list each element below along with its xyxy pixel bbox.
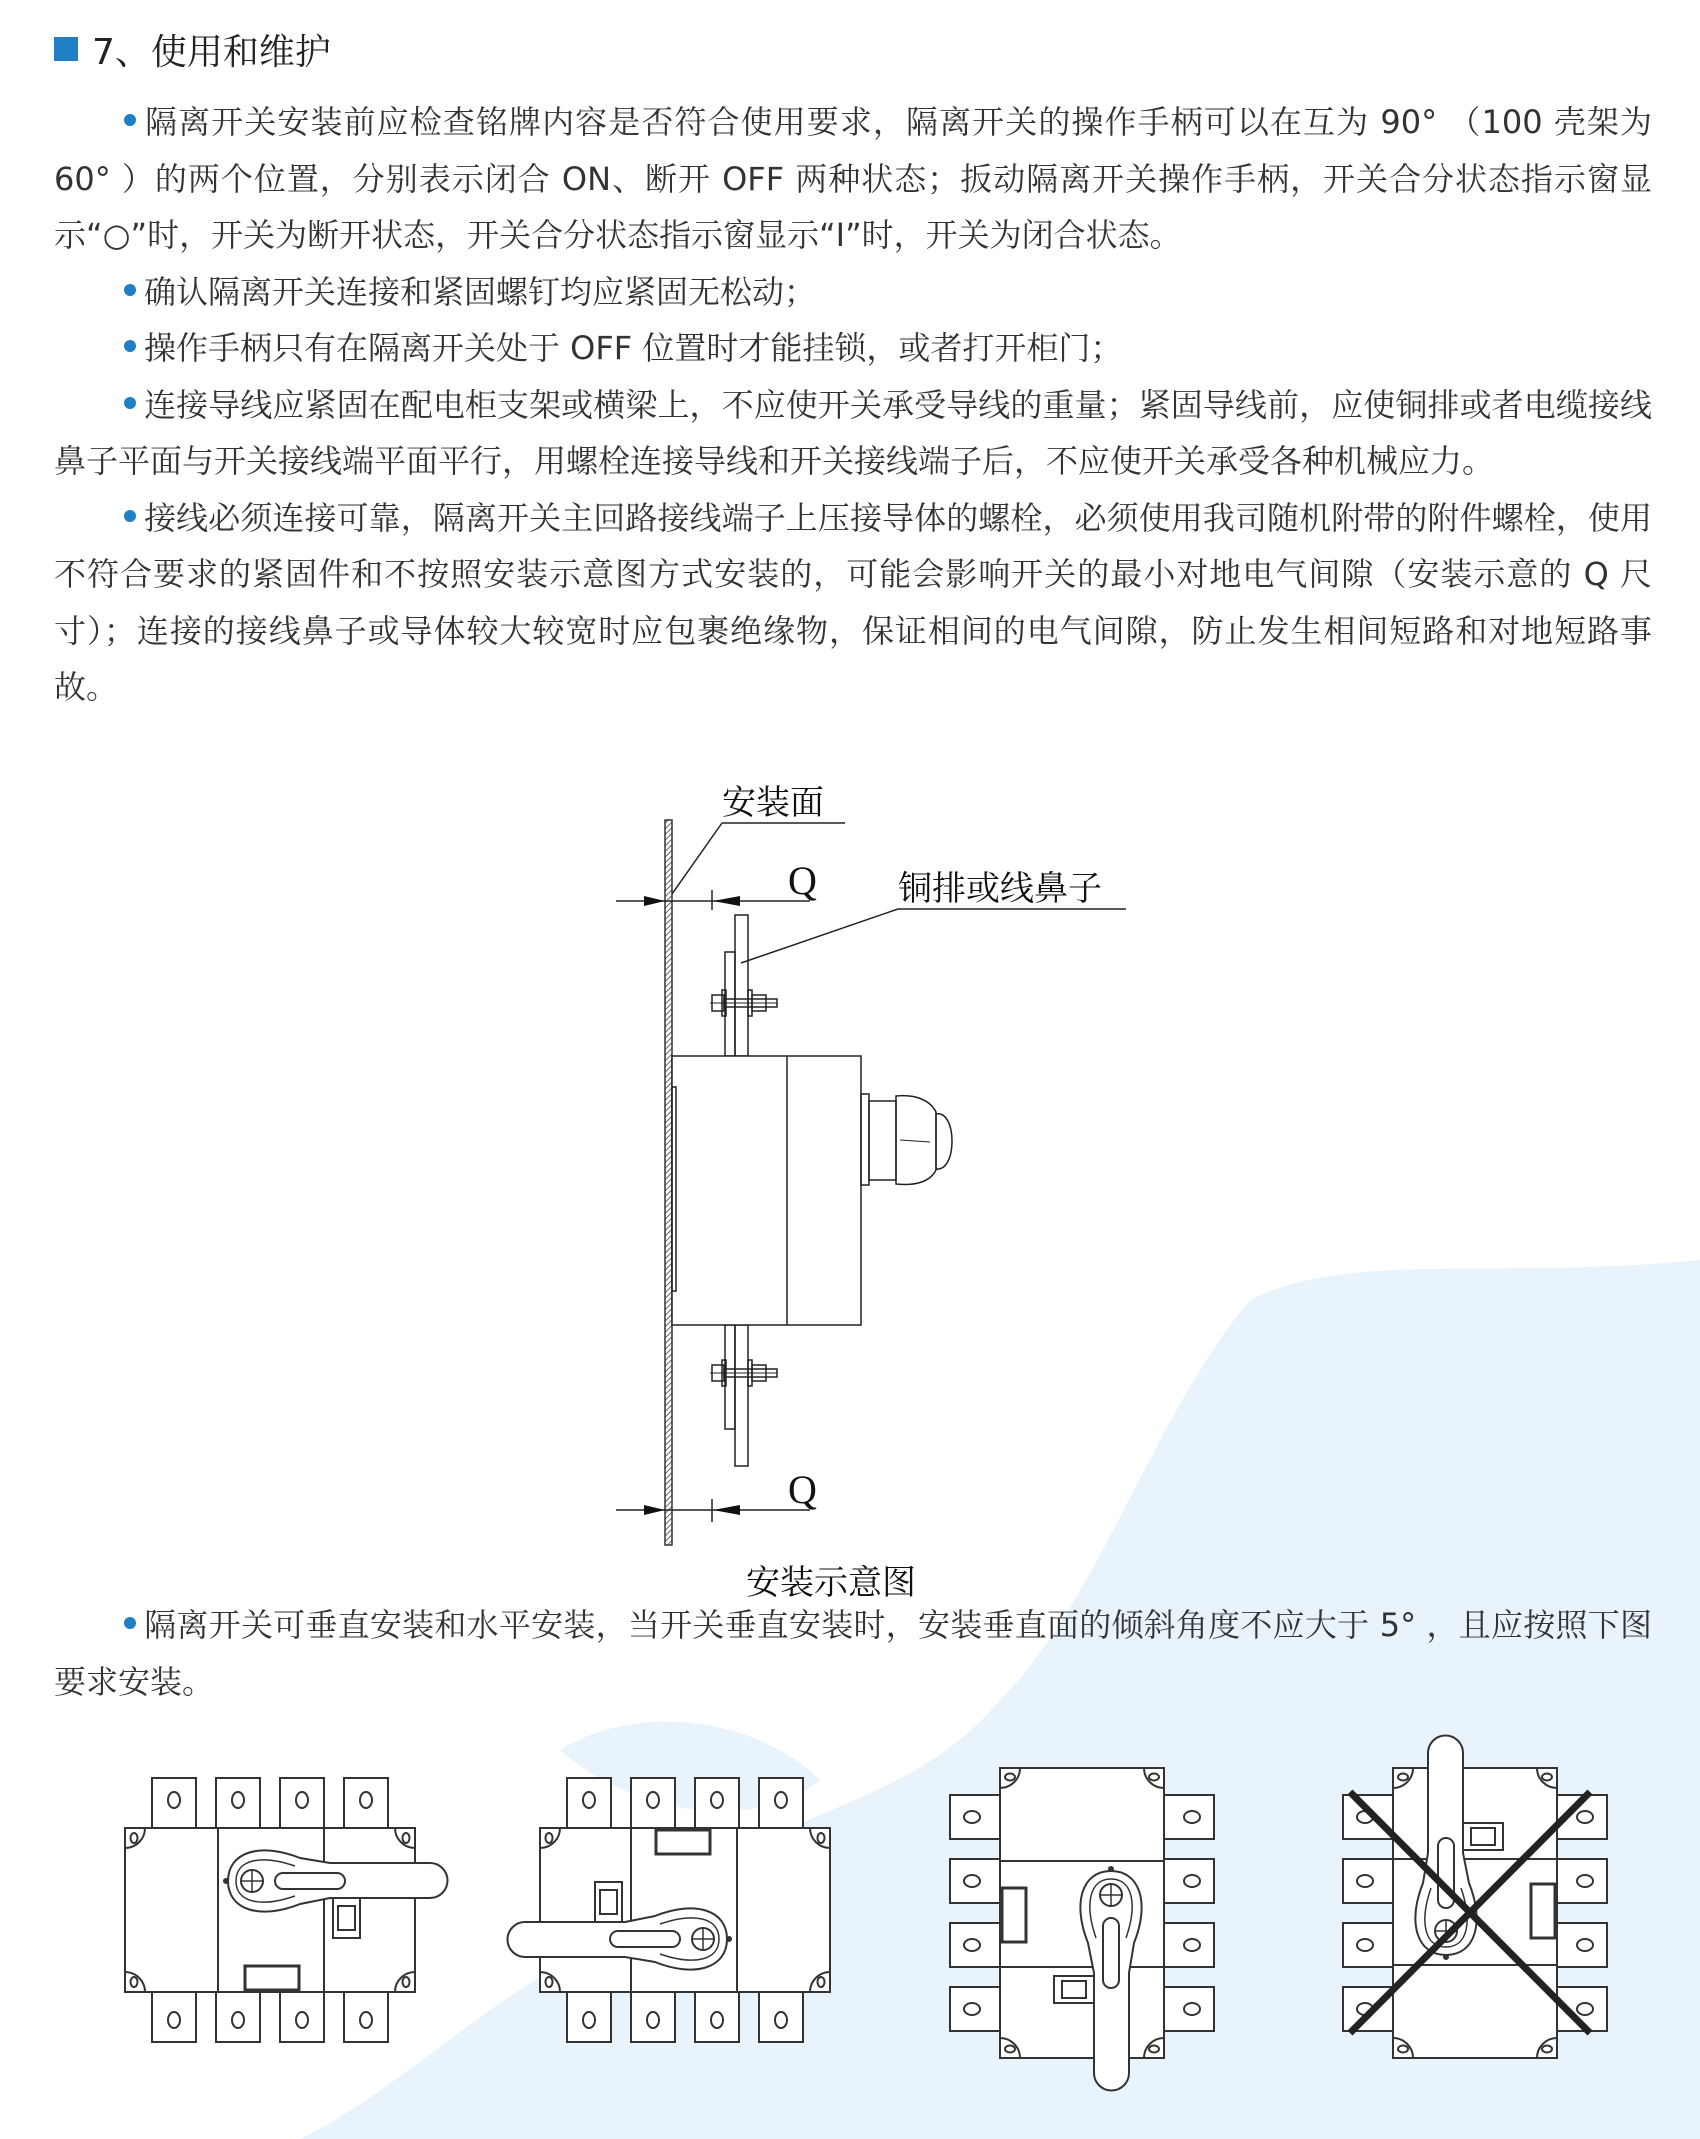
paragraph: 连接导线应紧固在配电柜支架或横梁上，不应使开关承受导线的重量；紧固导线前，应使铜排或者电缆接线鼻子平面与开关接线端平面平行，用螺栓连接导线和开关接线端子后，不应使开关承受各种机械应力。 — [54, 385, 1652, 480]
busbar-label: 铜排或线鼻子 — [898, 869, 1102, 909]
dimension-label-top: Q — [788, 858, 817, 903]
switch-handle-right — [125, 1778, 448, 2042]
paragraph: 操作手柄只有在隔离开关处于 OFF 位置时才能挂锁，或者打开柜门； — [54, 320, 1652, 377]
switch-handle-down — [950, 1768, 1214, 2091]
mounting-surface-label: 安装面 — [722, 783, 824, 823]
paragraph: 隔离开关可垂直安装和水平安装，当开关垂直安装时，安装垂直面的倾斜角度不应大于 5° ，且应按照下图要求安装。 — [54, 1606, 1652, 1701]
switch-handle-left — [508, 1778, 831, 2042]
diagram-caption: 安装示意图 — [746, 1563, 916, 1603]
section-title: 7、使用和维护 — [92, 31, 331, 73]
paragraph: 接线必须连接可靠，隔离开关主回路接线端子上压接导体的螺栓，必须使用我司随机附带的附件螺栓，使用不符合要求的紧固件和不按照安装示意图方式安装的，可能会影响开关的最小对地电气间隙（安装示意的 Q 尺寸）；连接的接线鼻子或导体较大较宽时应包裹绝缘物，保证相间的电气间隙，防止发生相间短路和对地短路事故。 — [54, 498, 1652, 706]
dimension-label-bottom: Q — [788, 1467, 817, 1512]
paragraph: 隔离开关安装前应检查铭牌内容是否符合使用要求，隔离开关的操作手柄可以在互为 90° （100 壳架为 60° ）的两个位置，分别表示闭合 ON、断开 OFF 两种状态；扳动隔离开关操作手柄，开关合分状态指示窗显示“○”时，开关为断开状态，开关合分状态指示窗显示“I”时，开关为闭合状态。 — [54, 103, 1652, 254]
paragraph: 确认隔离开关连接和紧固螺钉均应紧固无松动； — [54, 264, 1652, 321]
